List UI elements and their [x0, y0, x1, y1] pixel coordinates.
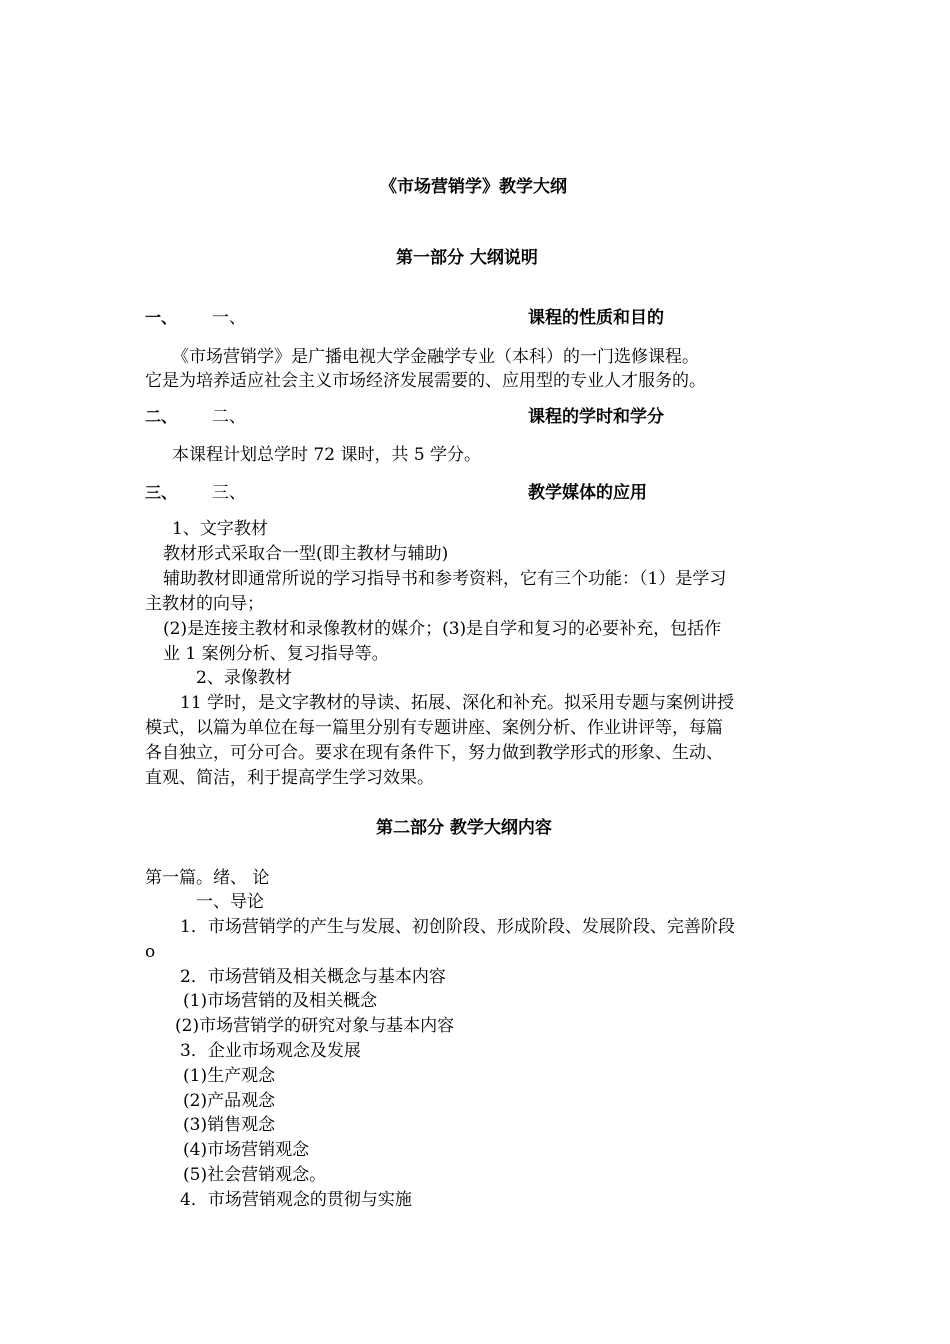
section3-body-line: 2、录像教材 [196, 668, 292, 688]
section1-heading: 课程的性质和目的 [528, 308, 664, 328]
section3-body-line: 1、文字教材 [172, 519, 268, 539]
section3-body-line: 模式，以篇为单位在每一篇里分别有专题讲座、案例分析、作业讲评等，每篇 [145, 718, 723, 738]
outline-line: (5)社会营销观念。 [183, 1165, 327, 1185]
outline-line: 一、导论 [196, 892, 264, 912]
outline-line: (1)生产观念 [183, 1066, 276, 1086]
outline-line: o [145, 942, 156, 962]
outline-line: 1．市场营销学的产生与发展、初创阶段、形成阶段、发展阶段、完善阶段 [180, 917, 735, 937]
section3-body-line: (2)是连接主教材和录像教材的媒介；(3)是自学和复习的必要补充，包括作 [163, 619, 722, 639]
section3-body-line: 主教材的向导； [145, 594, 264, 614]
section1-body-line: 它是为培养适应社会主义市场经济发展需要的、应用型的专业人才服务的。 [145, 371, 706, 391]
outline-line: 3．企业市场观念及发展 [180, 1041, 361, 1061]
outline-line: (1)市场营销的及相关概念 [183, 991, 378, 1011]
section3-body-line: 11 学时，是文字教材的导读、拓展、深化和补充。拟采用专题与案例讲授 [180, 693, 735, 713]
outline-line: (2)市场营销学的研究对象与基本内容 [175, 1016, 455, 1036]
part2-title: 第二部分 教学大纲内容 [376, 818, 552, 838]
section3-body-line: 教材形式采取合一型(即主教材与辅助) [163, 544, 449, 564]
section2-body-line: 本课程计划总学时 72 课时，共 5 学分。 [172, 445, 482, 465]
outline-line: (4)市场营销观念 [183, 1140, 310, 1160]
section1-marker: 一、 [145, 308, 178, 327]
section2-heading: 课程的学时和学分 [528, 407, 664, 427]
section2-marker: 二、 [145, 407, 178, 426]
section3-number: 三、 [212, 483, 246, 503]
section3-body-line: 业 1 案例分析、复习指导等。 [163, 644, 389, 664]
section1-number: 一、 [212, 308, 246, 328]
outline-line: 4．市场营销观念的贯彻与实施 [180, 1190, 412, 1210]
section2-number: 二、 [212, 407, 246, 427]
section3-marker: 三、 [145, 483, 178, 502]
outline-line: (2)产品观念 [183, 1091, 276, 1111]
section3-heading: 教学媒体的应用 [528, 483, 647, 503]
part1-title: 第一部分 大纲说明 [396, 248, 538, 268]
outline-line: (3)销售观念 [183, 1115, 276, 1135]
section3-body-line: 直观、简洁，利于提高学生学习效果。 [145, 768, 434, 788]
section3-body-line: 各自独立，可分可合。要求在现有条件下，努力做到教学形式的形象、生动、 [145, 743, 723, 763]
outline-line: 2．市场营销及相关概念与基本内容 [180, 967, 446, 987]
chapter-title: 第一篇。绪、 论 [145, 868, 270, 888]
section3-body-line: 辅助教材即通常所说的学习指导书和参考资料，它有三个功能：（1）是学习 [163, 569, 727, 589]
section1-body-line: 《市场营销学》是广播电视大学金融学专业（本科）的一门选修课程。 [172, 347, 699, 367]
document-title: 《市场营销学》教学大纲 [380, 177, 567, 197]
